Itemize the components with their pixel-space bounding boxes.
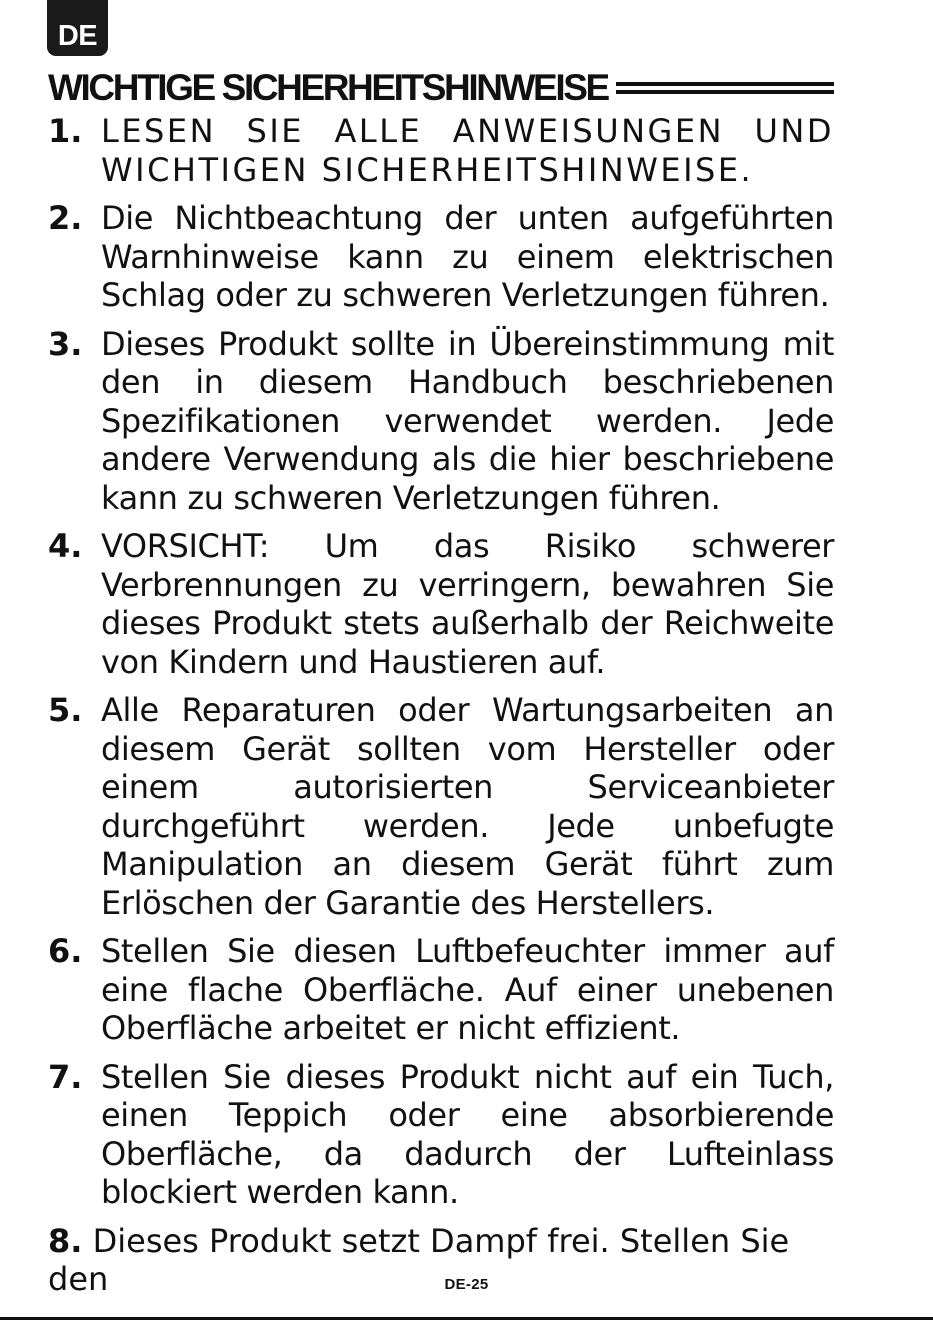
item-number: 7. <box>48 1057 83 1096</box>
item-number: 5. <box>48 691 83 729</box>
item-text: VORSICHT: Um das Risiko schwerer Verbrennungen zu verringern, bewahren Sie dieses Produkt stets außerhalb der Reichweite von Kindern und Haustieren auf. <box>101 527 834 681</box>
item-number: 8. <box>48 1221 83 1260</box>
item-number: 3. <box>48 324 83 363</box>
heading-row <box>48 66 834 110</box>
item-number: 2. <box>48 199 83 237</box>
item-text: Dieses Produkt setzt Dampf frei. Stellen Sie den <box>48 1221 790 1298</box>
item-number: 4. <box>48 527 83 565</box>
page-number: DE-25 <box>444 1276 489 1293</box>
safety-instructions-list <box>48 112 834 1309</box>
item-number: 1. <box>48 112 83 150</box>
list-item <box>48 691 834 922</box>
list-item <box>48 325 834 518</box>
list-item <box>48 1058 834 1212</box>
item-text: Alle Reparaturen oder Wartungsarbeiten an diesem Gerät sollten vom Hersteller oder einem autorisierten Serviceanbieter durchgeführt werden. Jede unbefugte Manipulation an diesem Gerät führt zum Erlöschen der Garantie des Herstellers. <box>101 691 834 922</box>
item-text: Stellen Sie diesen Luftbefeuchter immer auf eine flache Oberfläche. Auf einer unebenen Oberfläche arbeitet er nicht effizient. <box>101 932 834 1047</box>
item-text: Die Nichtbeachtung der unten aufgeführten Warnhinweise kann zu einem elektrischen Schlag oder zu schweren Verletzungen führen. <box>101 199 834 314</box>
item-number: 6. <box>48 932 83 970</box>
page-bottom-rule <box>0 1317 933 1320</box>
item-text: LESEN SIE ALLE ANWEISUNGEN UND WICHTIGEN SICHERHEITSHINWEISE. <box>101 112 834 189</box>
list-item <box>48 932 834 1048</box>
item-text: Dieses Produkt sollte in Übereinstimmung mit den in diesem Handbuch beschriebenen Spezifikationen verwendet werden. Jede andere Verwendung als die hier beschriebene kann zu schweren Verletzungen führen. <box>101 324 834 517</box>
item-text: Stellen Sie dieses Produkt nicht auf ein Tuch, einen Teppich oder eine absorbierende Oberfläche, da dadurch der Lufteinlass blockiert werden kann. <box>101 1057 834 1211</box>
list-item <box>48 199 834 315</box>
list-item <box>48 112 834 189</box>
page-title: WICHTIGE SICHERHEITSHINWEISE <box>48 67 608 108</box>
list-item <box>48 527 834 681</box>
double-rule-divider <box>616 81 834 95</box>
language-badge: DE <box>47 0 108 56</box>
